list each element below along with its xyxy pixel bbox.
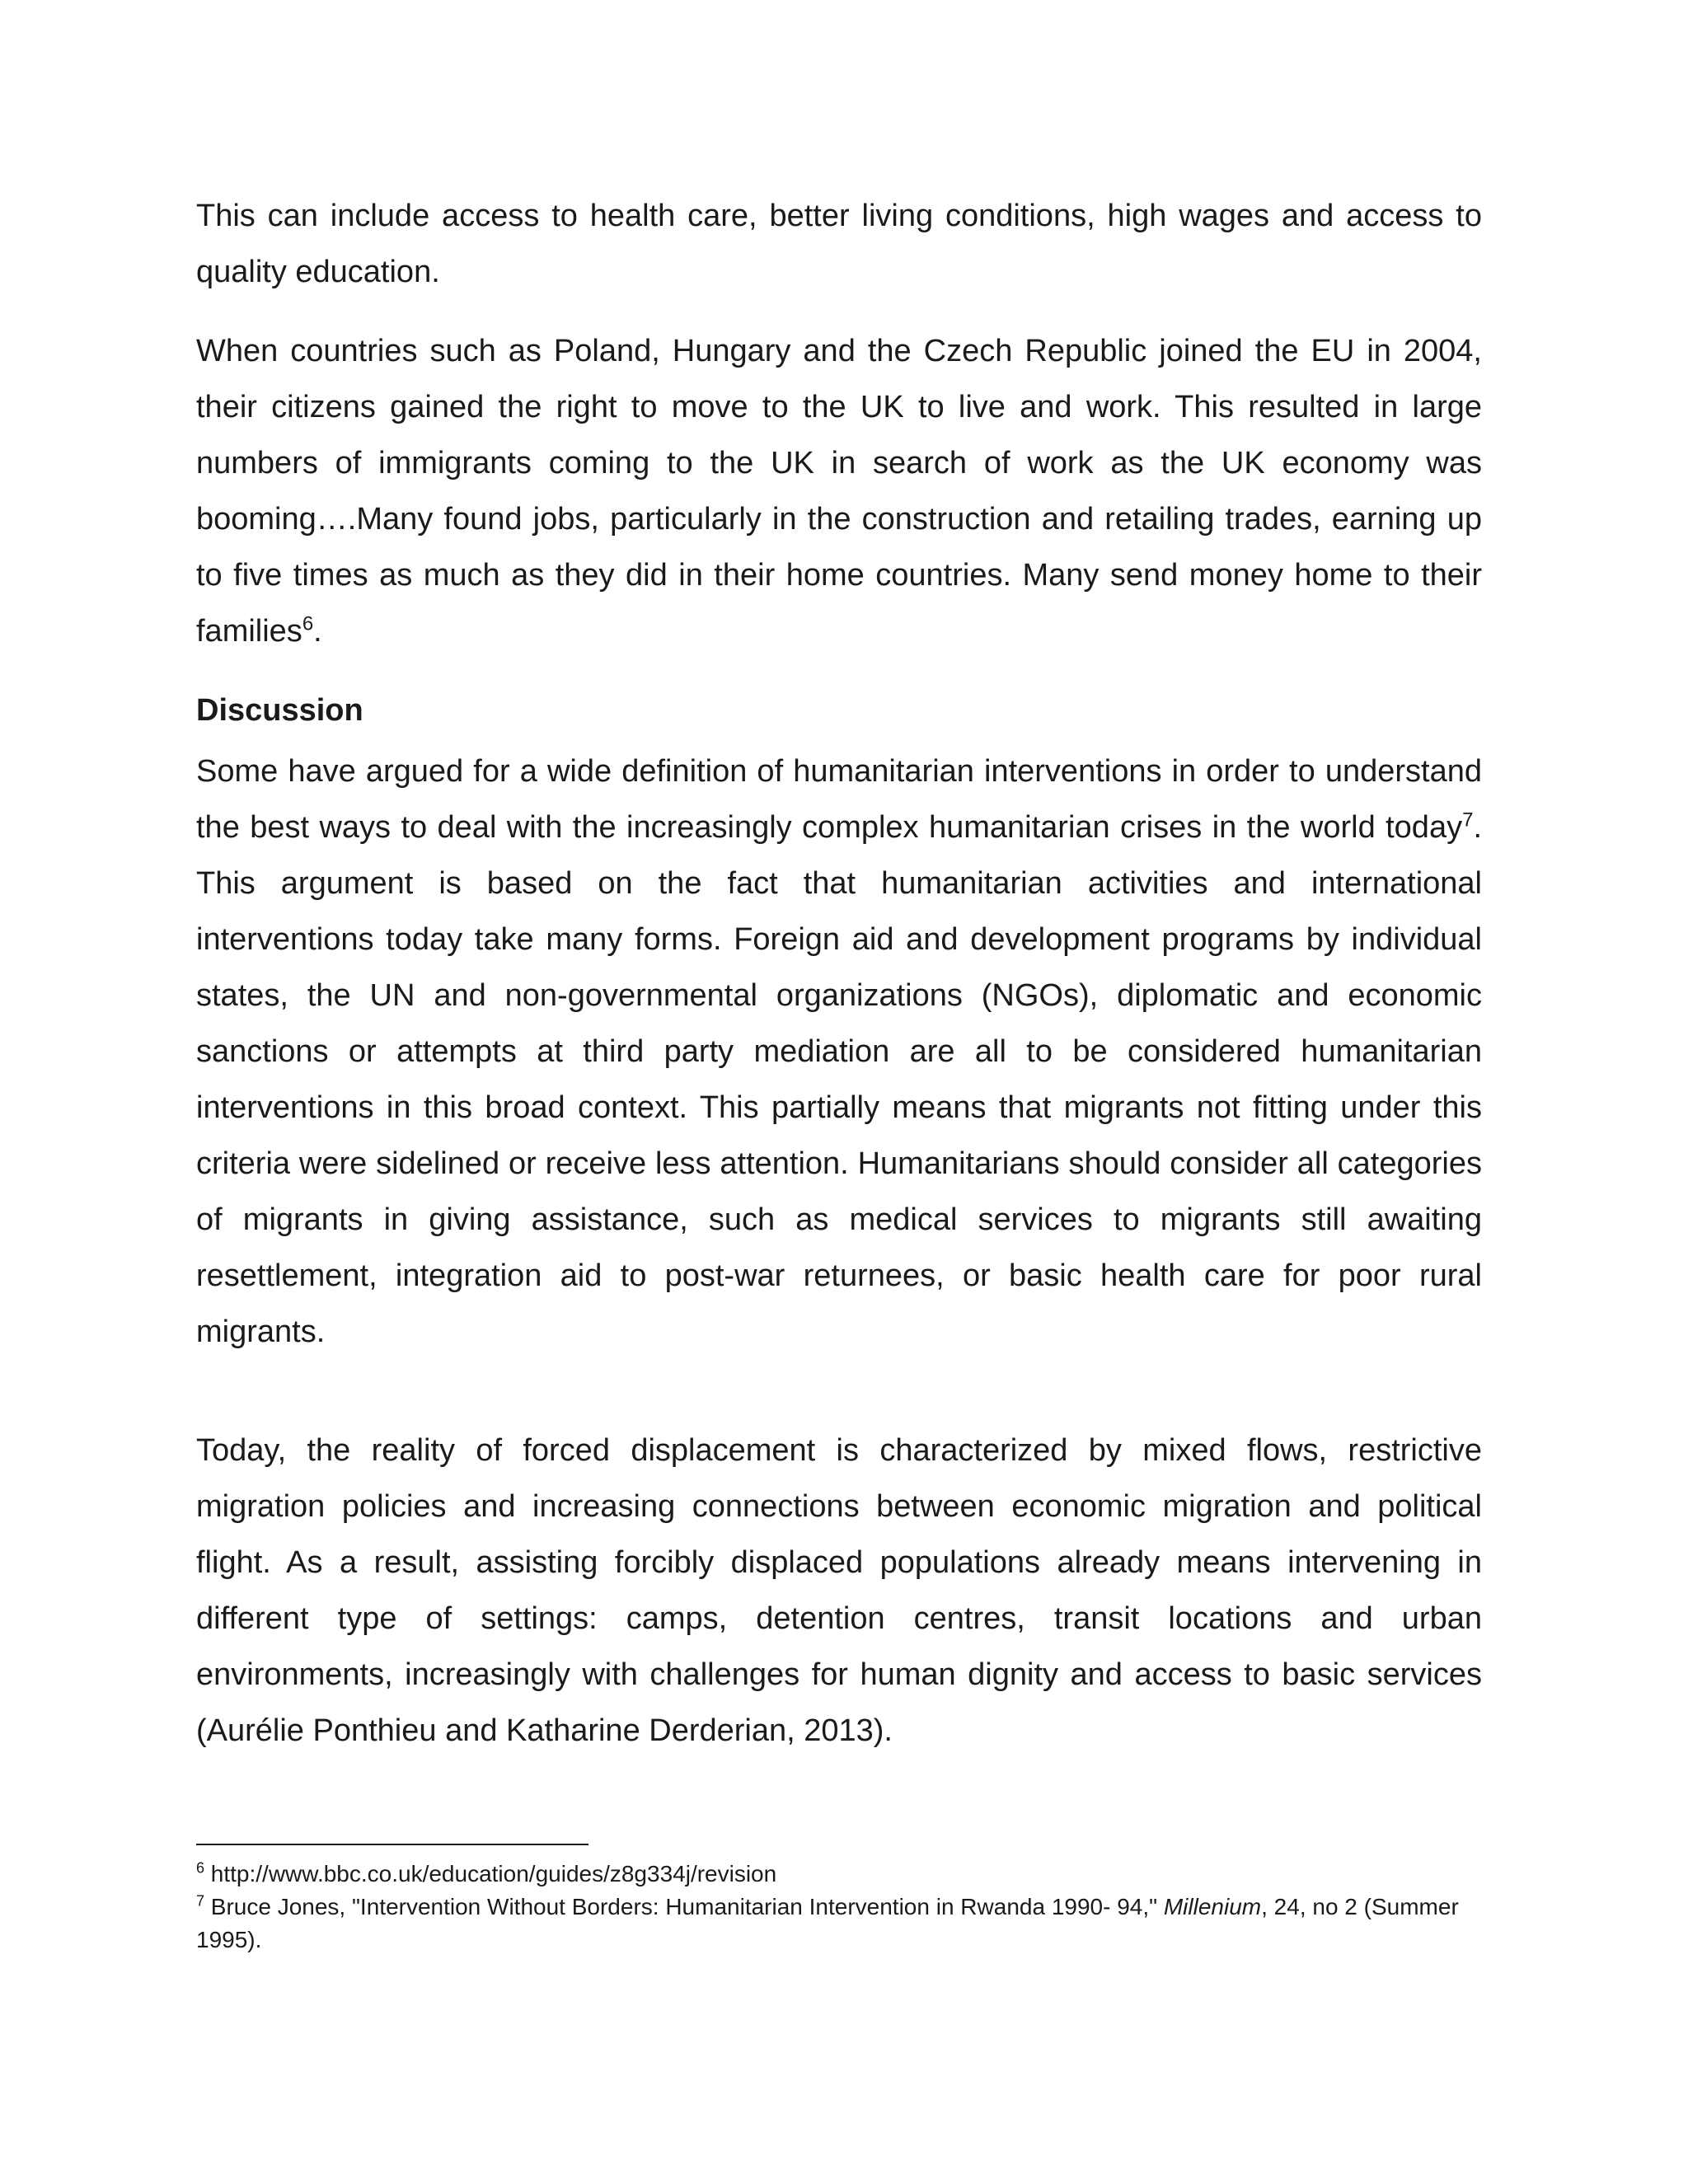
footnote-6-number: 6 <box>196 1859 205 1877</box>
footnote-7-text-b: , 24, no 2 (Summer 1995). <box>196 1894 1459 1952</box>
footnote-7 <box>196 1891 1482 1957</box>
footnote-ref-6: 6 <box>302 612 314 635</box>
paragraph-discussion-start: Some have argued for a wide definition of humanitarian interventions in order to understand the best ways to deal with the increasingly complex humanitarian crises in the world today <box>196 754 1482 845</box>
paragraph-eu-migration <box>196 323 1482 659</box>
footnote-7-number: 7 <box>196 1892 205 1910</box>
paragraph-benefits: This can include access to health care, better living conditions, high wages and access to quality education. <box>196 199 1482 289</box>
footnote-separator <box>196 1844 588 1845</box>
paragraph-eu-migration-text: When countries such as Poland, Hungary and the Czech Republic joined the EU in 2004, their citizens gained the right to move to the UK to live and work. This resulted in large numbers of immigrants coming to the UK in search of work as the UK economy was booming….Many found jobs, particularly in the construction and retailing trades, earning up to five times as much as they did in their home countries. Many send money home to their families <box>196 334 1482 649</box>
paragraph-discussion-rest: . This argument is based on the fact that humanitarian activities and international interventions today take many forms. Foreign aid and development programs by individual states, the UN and non-governmental organizations (NGOs), diplomatic and economic sanctions or attempts at third party mediation are all to be considered humanitarian interventions in this broad context. This partially means that migrants not fitting under this criteria were sidelined or receive less attention. Humanitarians should consider all categories of migrants in giving assistance, such as medical services to migrants still awaiting resettlement, integration aid to post-war returnees, or basic health care for poor rural migrants. <box>196 810 1482 1349</box>
section-heading-discussion: Discussion <box>196 693 363 728</box>
paragraph-eu-migration-end: . <box>313 614 322 649</box>
footnote-7-text-a: Bruce Jones, "Intervention Without Borders: Humanitarian Intervention in Rwanda 1990- 94," <box>204 1894 1164 1919</box>
footnote-ref-7: 7 <box>1462 808 1474 832</box>
paragraph-discussion <box>196 743 1482 1360</box>
footnote-6 <box>196 1858 1482 1891</box>
footnote-7-journal: Millenium <box>1163 1894 1262 1919</box>
footnote-6-text: http://www.bbc.co.uk/education/guides/z8g334j/revision <box>204 1861 777 1886</box>
paragraph-forced-displacement: Today, the reality of forced displacement is characterized by mixed flows, restrictive migration policies and increasing connections between economic migration and political flight. As a result, assisting forcibly displaced populations already means intervening in different type of settings: camps, detention centres, transit locations and urban environments, increasingly with challenges for human dignity and access to basic services (Aurélie Ponthieu and Katharine Derderian, 2013). <box>196 1433 1482 1748</box>
